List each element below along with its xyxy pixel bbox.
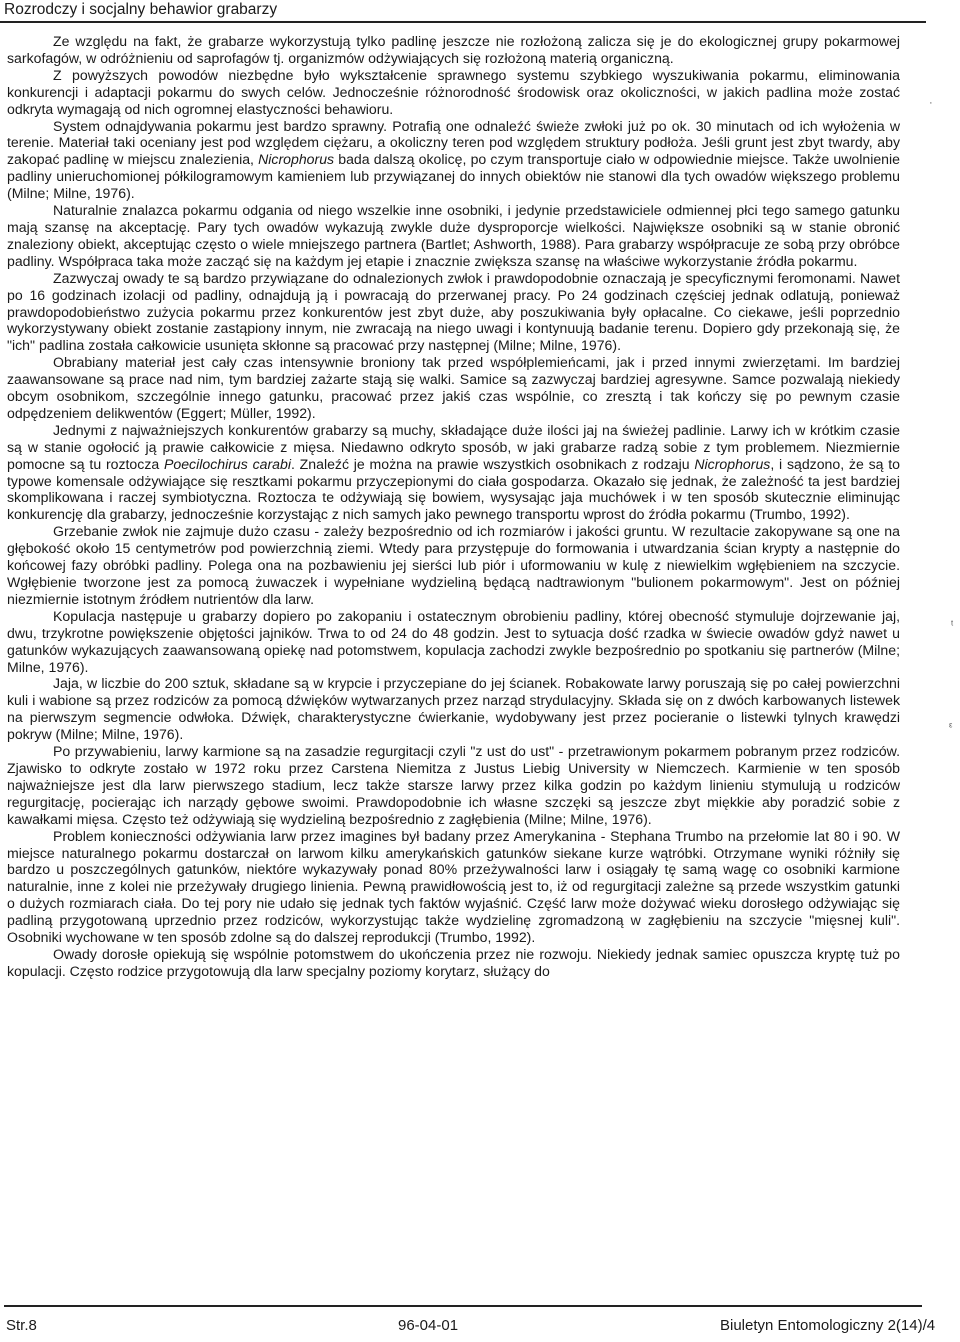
page-number: Str.8 (6, 1317, 37, 1334)
issue-date: 96-04-01 (398, 1317, 459, 1334)
paragraph: Z powyższych powodów niezbędne było wykształcenie sprawnego systemu szybkiego wyszukiwania pokarmu, eliminowania konkurencji i adaptacji pokarmu do swych celów. Jednocześnie różnorodność środowisk oraz okoliczności, w jakich padlina może zostać odkryta wymagają od nich ogromnej elastyczności behawioru. (7, 66, 900, 117)
running-title: Rozrodczy i socjalny behawior grabarzy (4, 1, 278, 18)
scan-speck: ᵗ (951, 619, 954, 631)
paragraph: Naturalnie znalazca pokarmu odgania od niego wszelkie inne osobniki, i jedynie przedstawiciele odmiennej płci tego samego gatunku mają szansę na akceptację. Pary tych owadów wykazują zwykle duże dysproporcje wielkości. Największe osobniki są w stanie obronić znaleziony obiekt, akceptując często o wiele mniejszego partnera (Bartlet; Ashworth, 1988). Para grabarzy współpracuje ze sobą przy obróbce padliny. Współpraca taka może zacząć się na każdym jej etapie i znacznie zwiększa szansę na właściwe wykorzystanie źródła pokarmu. (7, 202, 900, 269)
paragraph: Owady dorosłe opiekują się wspólnie potomstwem do ukończenia przez nie rozwoju. Niekiedy jednak samiec opuszcza kryptę tuż po kopulacji. Często rodzice przygotowują dla larw specjalny poziomy korytarz, służący do (7, 945, 900, 979)
paragraph: Jednymi z najważniejszych konkurentów grabarzy są muchy, składające duże ilości jaj na świeżej padlinie. Larwy ich w krótkim czasie są w stanie ogołocić ją prawie całkowicie z mięsa. Niedawno odkryto sposób, w jaki grabarze radzą sobie z tym problemem. Niezmiernie pomocne są tu roztocza Poecilochirus carabi. Znaleźć je można na prawie wszystkich osobnikach z rodzaju Nicrophorus, i sądzono, że są to typowe komensale odżywiające się resztkami pokarmu przyczepionymi do ciała gospodarza. Okazało się jednak, że zależność ta jest bardziej skomplikowana i raczej symbiotyczna. Roztocza te odżywiają się bowiem, wysysając jaja muchówek i w ten sposób skutecznie eliminując konkurencję dla grabarzy, jednocześnie korzystając z nich samych jako pewnego transportu wprost do źródła pokarmu (Trumbo, 1992). (7, 421, 900, 523)
header-rule (0, 21, 926, 23)
scan-speck: ᵋ (949, 721, 953, 733)
paragraph: Grzebanie zwłok nie zajmuje dużo czasu - zależy bezpośrednio od ich rozmiarów i jakości gruntu. W rezultacie zakopywane są one na głębokość około 15 centymetrów pod powierzchnią ziemi. Wtedy para przystępuje do formowania i utwardzania ścian krypty a następnie do końcowej fazy obróbki padliny. Polega ona na pozbawieniu jej sierści lub piór i uformowaniu w kulę z niewielkim wgłębieniem na szczycie. Wgłębienie tworzone jest za pomocą żuwaczek i wypełniane wydzieliną będącą nadtrawionym "bulionem pokarmowym". Jest on później niezmiernie istotnym źródłem nutrientów dla larw. (7, 523, 900, 607)
paragraph: Zazwyczaj owady te są bardzo przywiązane do odnalezionych zwłok i prawdopodobnie oznaczają je specyficznymi feromonami. Nawet po 16 godzinach izolacji od padliny, odnajdują ją i powracają do przerwanej pracy. Po 24 godzinach częściej jednak odlatują, ponieważ prawdopodobieństwo zużycia pokarmu przez konkurentów jest zbyt duże, aby poszukiwania były opłacalne. Co ciekawe, jeśli poprzednio wykorzystywany obiekt zostanie zastąpiony innym, nie zwracają na niego uwagi i kontynuują badanie terenu. Dopiero gdy przekonają się, że "ich" padlina została całkowicie usunięta skłonne są pracować przy następnej (Milne; Milne, 1976). (7, 269, 900, 354)
scan-speck: · (929, 97, 933, 109)
journal-title: Biuletyn Entomologiczny 2(14)/4 (720, 1317, 936, 1334)
paragraph: Ze względu na fakt, że grabarze wykorzystują tylko padlinę jeszcze nie rozłożoną zalicza się je do ekologicznej grupy pokarmowej sarkofagów, w odróżnieniu od saprofagów tj. organizmów odżywiających się rozłożoną materią organiczną. (7, 33, 900, 66)
footer-rule (4, 1305, 922, 1307)
article-body (7, 33, 900, 980)
paragraph: System odnajdywania pokarmu jest bardzo sprawny. Potrafią one odnaleźć świeże zwłoki już po ok. 30 minutach od ich wyłożenia w terenie. Materiał taki oceniany jest pod względem ciężaru, a okoliczny teren pod względem struktury podłoża. Jeśli grunt jest zbyt twardy, aby zakopać padlinę w miejscu znalezienia, Nicrophorus bada dalszą okolicę, po czym transportuje ciało w odpowiednie miejsce. Także uwolnienie padliny unieruchomionej półkilogramowym kamieniem lub przywiązanej do innych obiektów nie stanowi dla tych owadów większego problemu (Milne; Milne, 1976). (7, 117, 900, 202)
paragraph: Po przywabieniu, larwy karmione są na zasadzie regurgitacji czyli "z ust do ust" - przetrawionym pokarmem pobranym przez rodziców. Zjawisko to odkryte zostało w 1972 roku przez Carstena Niemitza z Justus Liebig University w Niemczech. Karmienie w ten sposób najważniejsze jest dla larw pierwszego stadium, lecz także starsze larwy przez kilka godzin po każdym linieniu stymulują u rodziców regurgitację, pocierając ich narządy gębowe swoimi. Prawdopodobnie ich własne szczęki są jeszcze zbyt miękkie aby poradzić sobie z kawałkami mięsa. Często też odżywiają się wydzieliną bezpośrednio z zagłębienia (Milne; Milne, 1976). (7, 743, 900, 827)
paragraph: Jaja, w liczbie do 200 sztuk, składane są w krypcie i przyczepiane do jej ścianek. Robakowate larwy poruszają się po całej powierzchni kuli i wabione są przez rodziców za pomocą dźwięków wytwarzanych przez narząd strydulacyjny. Składa się on z dwóch karbowanych listewek na pierwszym segmencie odwłoka. Dźwięk, charakterystyczne ćwierkanie, wydobywany jest przez pocieranie o listewki tylnych krawędzi pokryw (Milne; Milne, 1976). (7, 675, 900, 743)
paragraph: Problem konieczności odżywiania larw przez imagines był badany przez Amerykanina - Stephana Trumbo na przełomie lat 80 i 90. W miejsce naturalnego pokarmu dostarczał on larwom kilku amerykańskich gatunków siekane kurze wątróbki. Otrzymane wyniki różniły się bardzo u poszczególnych gatunków, niektóre wykazywały ponad 80% przeżywalności larw i osiągały tę samą wagę co osobniki karmione naturalnie, inne z kolei nie przeżywały drugiego linienia. Pewną prawidłowością jest to, iż od regurgitacji zależne są przede wszystkim gatunki o dużych rozmiarach ciała. Do tej pory nie udało się jednak tych faktów wyjaśnić. Część larw może dożywać wieku dorosłego odżywiając się padliną przygotowaną uprzednio przez rodziców, wykorzystując także wydzielinę zgromadzoną w zagłębieniu na szczycie "mięsnej kuli". Osobniki wychowane w ten sposób zdolne są do dalszej reprodukcji (Trumbo, 1992). (7, 827, 900, 946)
paragraph: Obrabiany materiał jest cały czas intensywnie broniony tak przed współplemieńcami, jak i przed innymi zwierzętami. Im bardziej zaawansowane są prace nad nim, tym bardziej zażarte stają się walki. Samice są zazwyczaj bardziej agresywne. Samce pozwalają niekiedy obcym osobnikom, szczególnie innego gatunku, pracować przez jakiś czas wspólnie, co zresztą i tak kończy się po pewnym czasie odpędzeniem delikwentów (Eggert; Müller, 1992). (7, 354, 900, 421)
paragraph: Kopulacja następuje u grabarzy dopiero po zakopaniu i ostatecznym obrobieniu padliny, której obecność stymuluje dojrzewanie jaj, dwu, trzykrotne powiększenie objętości jajników. Trwa to od 24 do 48 godzin. Jest to sytuacja dość rzadka w świecie owadów gdyż nawet u gatunków wykazujących zaawansowaną opiekę nad potomstwem, kopulacja zachodzi zwykle bezpośrednio po spotkaniu się partnerów (Milne; Milne, 1976). (7, 607, 900, 675)
